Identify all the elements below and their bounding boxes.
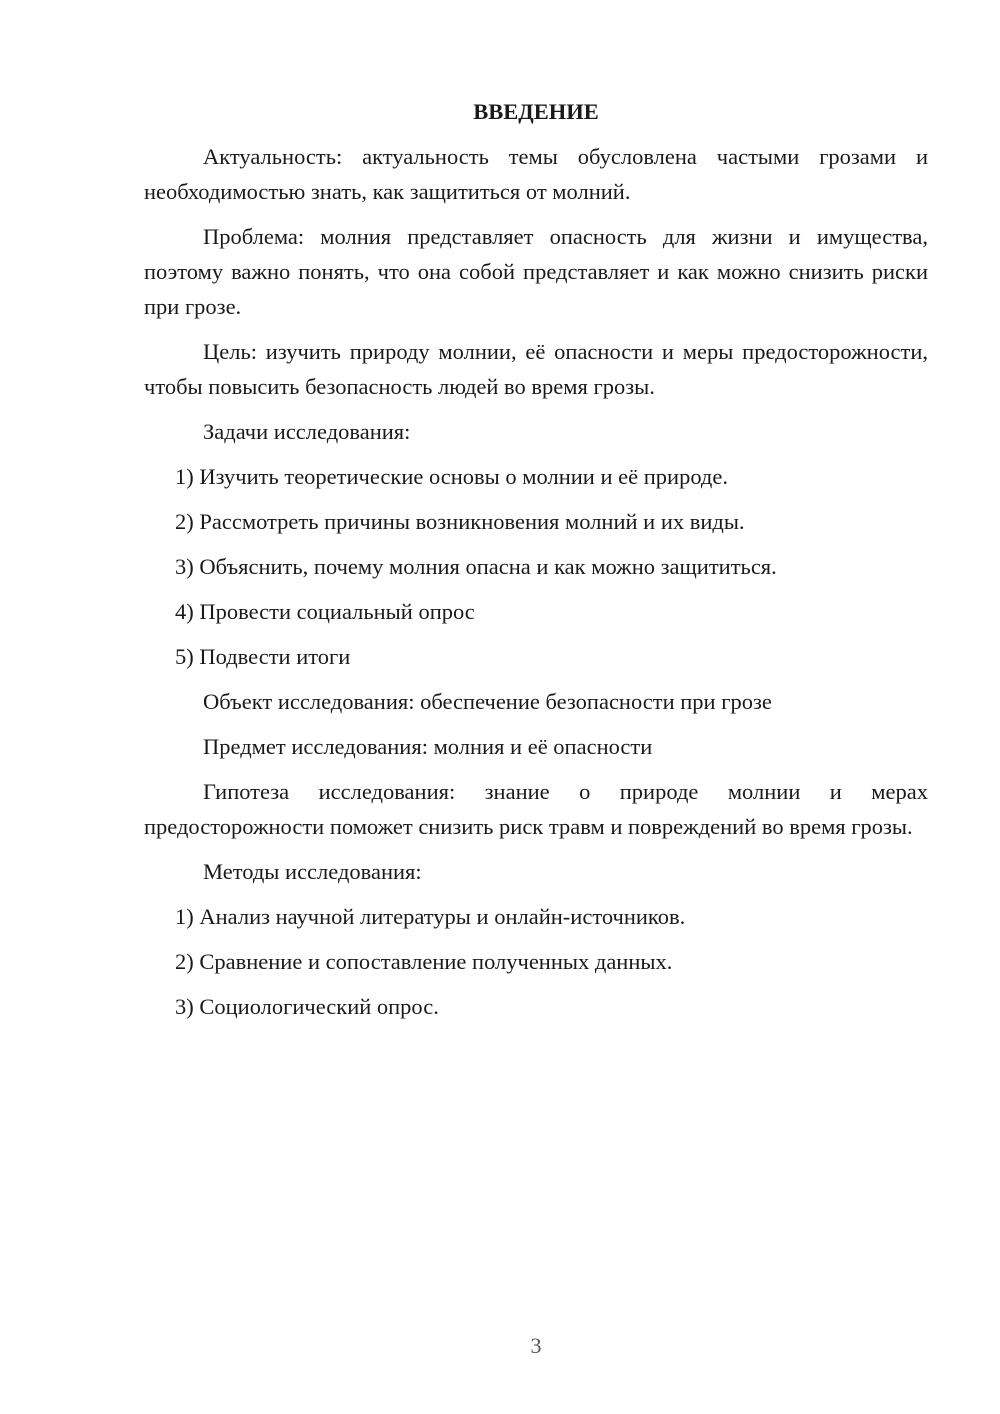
page-content xyxy=(144,94,928,1034)
task-item: 2) Рассмотреть причины возникновения молний и их виды. xyxy=(175,509,745,534)
task-item: 3) Объяснить, почему молния опасна и как можно защититься. xyxy=(175,554,777,579)
problem-paragraph: Проблема: молния представляет опасность для жизни и имущества, поэтому важно понять, что она собой представляет и как можно снизить риски при грозе. xyxy=(144,224,928,319)
task-item: 4) Провести социальный опрос xyxy=(175,599,475,624)
object-line: Объект исследования: обеспечение безопасности при грозе xyxy=(203,689,772,714)
goal-paragraph: Цель: изучить природу молнии, её опасности и меры предосторожности, чтобы повысить безопасность людей во время грозы. xyxy=(144,339,928,399)
method-item: 2) Сравнение и сопоставление полученных данных. xyxy=(175,949,673,974)
methods-title: Методы исследования: xyxy=(203,859,422,884)
section-heading: ВВЕДЕНИЕ xyxy=(473,99,599,124)
subject-line: Предмет исследования: молния и её опасности xyxy=(203,734,653,759)
relevance-paragraph: Актуальность: актуальность темы обусловлена частыми грозами и необходимостью знать, как защититься от молний. xyxy=(144,144,928,204)
method-item: 3) Социологический опрос. xyxy=(175,994,439,1019)
task-item: 5) Подвести итоги xyxy=(175,644,351,669)
hypothesis-paragraph: Гипотеза исследования: знание о природе молнии и мерах предосторожности поможет снизить риск травм и повреждений во время грозы. xyxy=(144,779,928,839)
tasks-title: Задачи исследования: xyxy=(203,419,411,444)
task-item: 1) Изучить теоретические основы о молнии и её природе. xyxy=(175,464,728,489)
method-item: 1) Анализ научной литературы и онлайн-источников. xyxy=(175,904,686,929)
page-number: 3 xyxy=(530,1333,542,1358)
